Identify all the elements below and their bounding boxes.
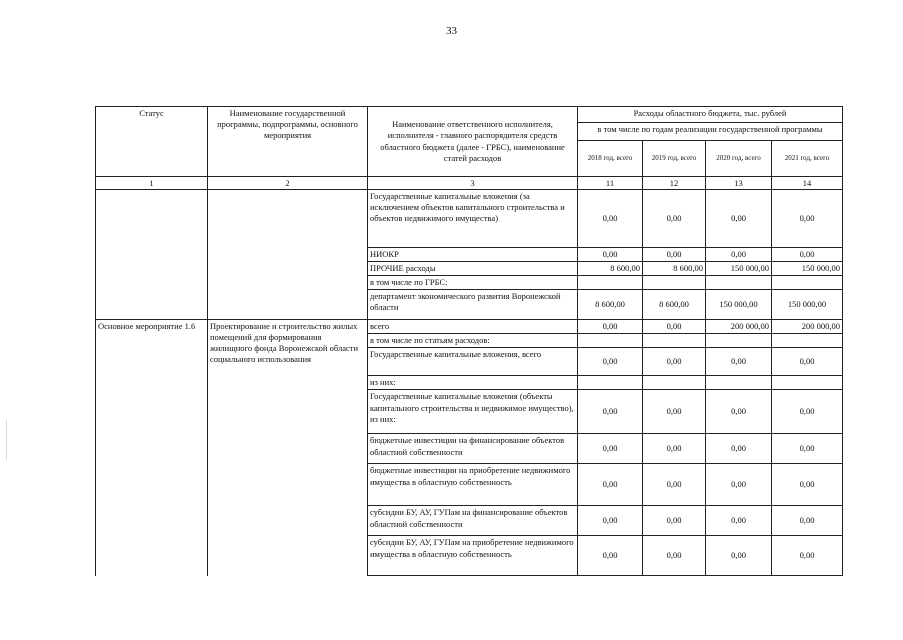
value-2020: 150 000,00 (706, 262, 772, 276)
row-label: в том числе по статьям расходов: (368, 334, 578, 348)
value-2020 (706, 276, 772, 290)
table-row (96, 320, 843, 334)
value-2020: 0,00 (706, 434, 772, 464)
value-2020: 0,00 (706, 536, 772, 576)
value-2020: 0,00 (706, 506, 772, 536)
status-cell: Основное мероприятие 1.6 (96, 320, 208, 576)
value-2019: 0,00 (643, 348, 706, 376)
header-year-2021: 2021 год, всего (772, 141, 843, 177)
row-label: департамент экономического развития Воронежской области (368, 290, 578, 320)
column-index: 2 (208, 177, 368, 190)
row-label: в том числе по ГРБС: (368, 276, 578, 290)
value-2019: 0,00 (643, 248, 706, 262)
value-2020: 200 000,00 (706, 320, 772, 334)
value-2018: 0,00 (578, 434, 643, 464)
value-2018: 8 600,00 (578, 262, 643, 276)
value-2018: 0,00 (578, 348, 643, 376)
scan-margin-mark (6, 420, 7, 460)
column-index: 3 (368, 177, 578, 190)
row-label: ПРОЧИЕ расходы (368, 262, 578, 276)
value-2018: 0,00 (578, 320, 643, 334)
value-2021 (772, 334, 843, 348)
value-2019: 0,00 (643, 464, 706, 506)
value-2021: 0,00 (772, 506, 843, 536)
column-index: 11 (578, 177, 643, 190)
header-by-years: в том числе по годам реализации государственной программы (578, 123, 843, 141)
value-2019: 0,00 (643, 536, 706, 576)
value-2020: 150 000,00 (706, 290, 772, 320)
value-2018: 0,00 (578, 506, 643, 536)
status-cell-empty (96, 190, 208, 320)
value-2021: 0,00 (772, 248, 843, 262)
row-label: субсидии БУ, АУ, ГУПам на приобретение недвижимого имущества в областную собственность (368, 536, 578, 576)
value-2019 (643, 276, 706, 290)
value-2020: 0,00 (706, 190, 772, 248)
row-label: из них: (368, 376, 578, 390)
value-2018: 0,00 (578, 190, 643, 248)
budget-table (95, 106, 843, 576)
header-expenses: Расходы областного бюджета, тыс. рублей (578, 107, 843, 123)
value-2021 (772, 376, 843, 390)
header-program-name: Наименование государственной программы, подпрограммы, основного мероприятия (208, 107, 368, 177)
value-2021 (772, 276, 843, 290)
value-2019 (643, 376, 706, 390)
value-2020 (706, 376, 772, 390)
value-2020 (706, 334, 772, 348)
value-2019: 0,00 (643, 320, 706, 334)
value-2021: 200 000,00 (772, 320, 843, 334)
program-cell-empty (208, 190, 368, 320)
value-2018: 0,00 (578, 464, 643, 506)
row-label: Государственные капитальные вложения, всего (368, 348, 578, 376)
column-index: 1 (96, 177, 208, 190)
value-2019: 8 600,00 (643, 290, 706, 320)
header-year-2018: 2018 год, всего (578, 141, 643, 177)
value-2020: 0,00 (706, 390, 772, 434)
value-2021: 0,00 (772, 190, 843, 248)
row-label: Государственные капитальные вложения (за исключением объектов капитального строительства и объектов недвижимого имущества) (368, 190, 578, 248)
value-2021: 0,00 (772, 348, 843, 376)
value-2021: 0,00 (772, 464, 843, 506)
value-2021: 150 000,00 (772, 290, 843, 320)
row-label: субсидии БУ, АУ, ГУПам на финансирование объектов областной собственности (368, 506, 578, 536)
value-2019: 0,00 (643, 190, 706, 248)
row-label: НИОКР (368, 248, 578, 262)
column-index: 12 (643, 177, 706, 190)
value-2020: 0,00 (706, 248, 772, 262)
value-2019: 0,00 (643, 434, 706, 464)
value-2019: 0,00 (643, 506, 706, 536)
value-2021: 0,00 (772, 434, 843, 464)
value-2018 (578, 376, 643, 390)
header-year-2019: 2019 год, всего (643, 141, 706, 177)
page-number: 33 (446, 25, 457, 37)
header-status: Статус (96, 107, 208, 177)
table-row (96, 190, 843, 248)
row-label: бюджетные инвестиции на финансирование объектов областной собственности (368, 434, 578, 464)
value-2019: 8 600,00 (643, 262, 706, 276)
column-index-row (96, 177, 843, 190)
row-label: всего (368, 320, 578, 334)
value-2018: 8 600,00 (578, 290, 643, 320)
header-year-2020: 2020 год, всего (706, 141, 772, 177)
header-executor: Наименование ответственного исполнителя, исполнителя - главного распорядителя средств областного бюджета (далее - ГРБС), наименование статей расходов (368, 107, 578, 177)
program-name-cell: Проектирование и строительство жилых помещений для формирования жилищного фонда Воронежской области социального использования (208, 320, 368, 576)
value-2019: 0,00 (643, 390, 706, 434)
value-2021: 0,00 (772, 536, 843, 576)
row-label: Государственные капитальные вложения (объекты капитального строительства и недвижимое имущество), из них: (368, 390, 578, 434)
column-index: 14 (772, 177, 843, 190)
value-2018 (578, 334, 643, 348)
row-label: бюджетные инвестиции на приобретение недвижимого имущества в областную собственность (368, 464, 578, 506)
value-2018: 0,00 (578, 248, 643, 262)
value-2021: 0,00 (772, 390, 843, 434)
value-2018: 0,00 (578, 390, 643, 434)
value-2021: 150 000,00 (772, 262, 843, 276)
column-index: 13 (706, 177, 772, 190)
value-2020: 0,00 (706, 464, 772, 506)
value-2018: 0,00 (578, 536, 643, 576)
value-2019 (643, 334, 706, 348)
value-2018 (578, 276, 643, 290)
value-2020: 0,00 (706, 348, 772, 376)
